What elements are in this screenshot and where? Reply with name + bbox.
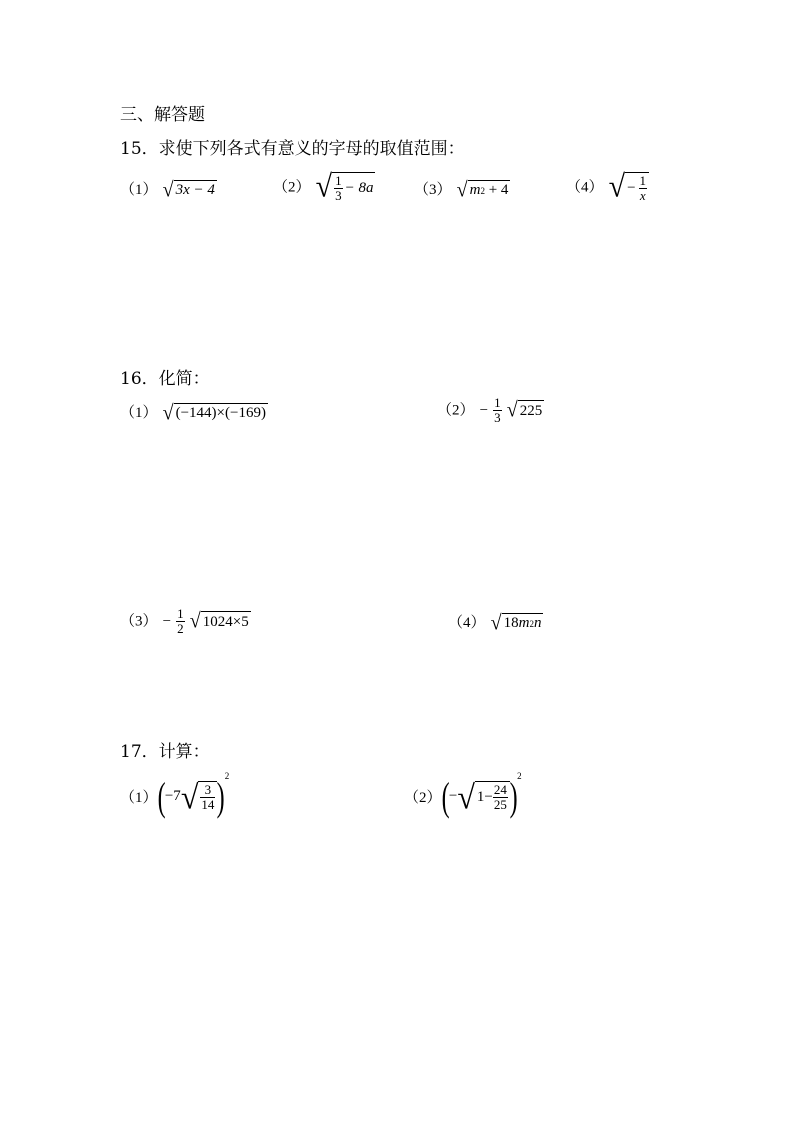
- q15-item-3-base: m: [469, 182, 481, 198]
- q17-item-2: [404, 773, 522, 820]
- q17-item-2-radical: √ 1− $\frac{24}{25}$: [457, 781, 510, 813]
- q15-item-3-rest: + 4: [488, 182, 509, 198]
- q16-item-1: [120, 401, 268, 423]
- q16-item-3-fraction: $\frac{1}{2}$: [177, 606, 184, 636]
- q16-item-1-radical: √ (−144)×(−169): [162, 400, 266, 425]
- q16-item-2-sign: −: [479, 402, 489, 419]
- q16-item-4-var2: n: [533, 615, 542, 631]
- q16-item-4-radical: √ 18 m 2 n: [490, 610, 542, 635]
- q17-item-2-sign: −: [448, 788, 458, 804]
- q16-item-3: [120, 607, 251, 635]
- q15-item-2: [273, 169, 375, 204]
- q16-item-4-coef: 18: [503, 615, 519, 631]
- q15-item-1-label: （1）: [120, 182, 158, 198]
- q16-item-3-radical: √ 1024×5: [189, 609, 249, 633]
- q15-item-4: [566, 169, 649, 204]
- q17-item-2-right-paren: ): [509, 774, 518, 819]
- q17-item-1-power: 2: [224, 771, 230, 781]
- q16-item-4-exp: 2: [529, 618, 534, 629]
- question-15-title: 15．求使下列各式有意义的字母的取值范围：: [120, 139, 465, 159]
- q17-item-1-right-paren: ): [217, 774, 226, 819]
- q16-item-2-label: （2）: [437, 402, 475, 419]
- q15-item-3: [414, 178, 510, 200]
- q16-item-4-var1: m: [518, 615, 530, 631]
- q15-item-4-label: （4）: [566, 179, 604, 196]
- q15-item-2-rest: − 8a: [344, 179, 374, 196]
- q16-item-3-sign: −: [162, 613, 172, 630]
- q16-item-4: [448, 611, 543, 633]
- q15-item-4-den: x: [639, 187, 646, 203]
- q15-item-2-radical: √ $\frac{1}{3}$ − 8a: [315, 169, 374, 204]
- q17-item-1-sign: −7: [164, 788, 181, 804]
- q17-item-2-power: 2: [517, 771, 522, 781]
- q16-item-2-fraction: $\frac{1}{3}$: [494, 395, 501, 425]
- q15-item-2-num: 1: [335, 173, 342, 188]
- q16-item-4-label: （4）: [448, 615, 486, 631]
- q15-item-1: [120, 178, 217, 200]
- q16-item-3-label: （3）: [120, 613, 158, 630]
- q15-item-1-expr: 3x − 4: [174, 180, 217, 200]
- q17-item-1-left-paren: (: [157, 774, 166, 819]
- q15-item-4-num: 1: [639, 173, 647, 188]
- q15-item-3-label: （3）: [414, 182, 452, 198]
- q16-item-2: [437, 396, 544, 424]
- q15-item-3-exp: 2: [480, 185, 485, 196]
- q16-item-3-expr: 1024×5: [201, 611, 251, 631]
- q17-item-1-label: （1）: [120, 790, 158, 806]
- q17-item-1: [120, 773, 229, 820]
- q16-item-1-label: （1）: [120, 405, 158, 421]
- q17-item-2-left-paren: (: [441, 774, 450, 819]
- q15-item-4-sign: −: [627, 179, 636, 196]
- q16-item-2-expr: 225: [518, 400, 545, 420]
- q16-item-1-expr: (−144)×(−169): [174, 403, 268, 423]
- q15-item-2-den: 3: [335, 187, 342, 203]
- q15-item-3-radical: √ m 2 + 4: [456, 177, 509, 202]
- q15-item-1-radical: √ 3x − 4: [162, 177, 215, 202]
- q17-item-1-radical: √ $\frac{3}{14}$: [181, 781, 218, 813]
- question-16-title: 16．化简：: [120, 369, 210, 389]
- q17-item-2-label: （2）: [404, 790, 442, 806]
- section-title: 三、解答题: [120, 105, 205, 125]
- q15-item-4-radical: √ − $\frac{1}{x}$: [609, 172, 649, 202]
- question-17-title: 17．计算：: [120, 742, 210, 762]
- q15-item-2-label: （2）: [273, 179, 311, 196]
- q17-item-2-one: 1−: [476, 789, 493, 805]
- q16-item-2-radical: √ 225: [506, 398, 543, 422]
